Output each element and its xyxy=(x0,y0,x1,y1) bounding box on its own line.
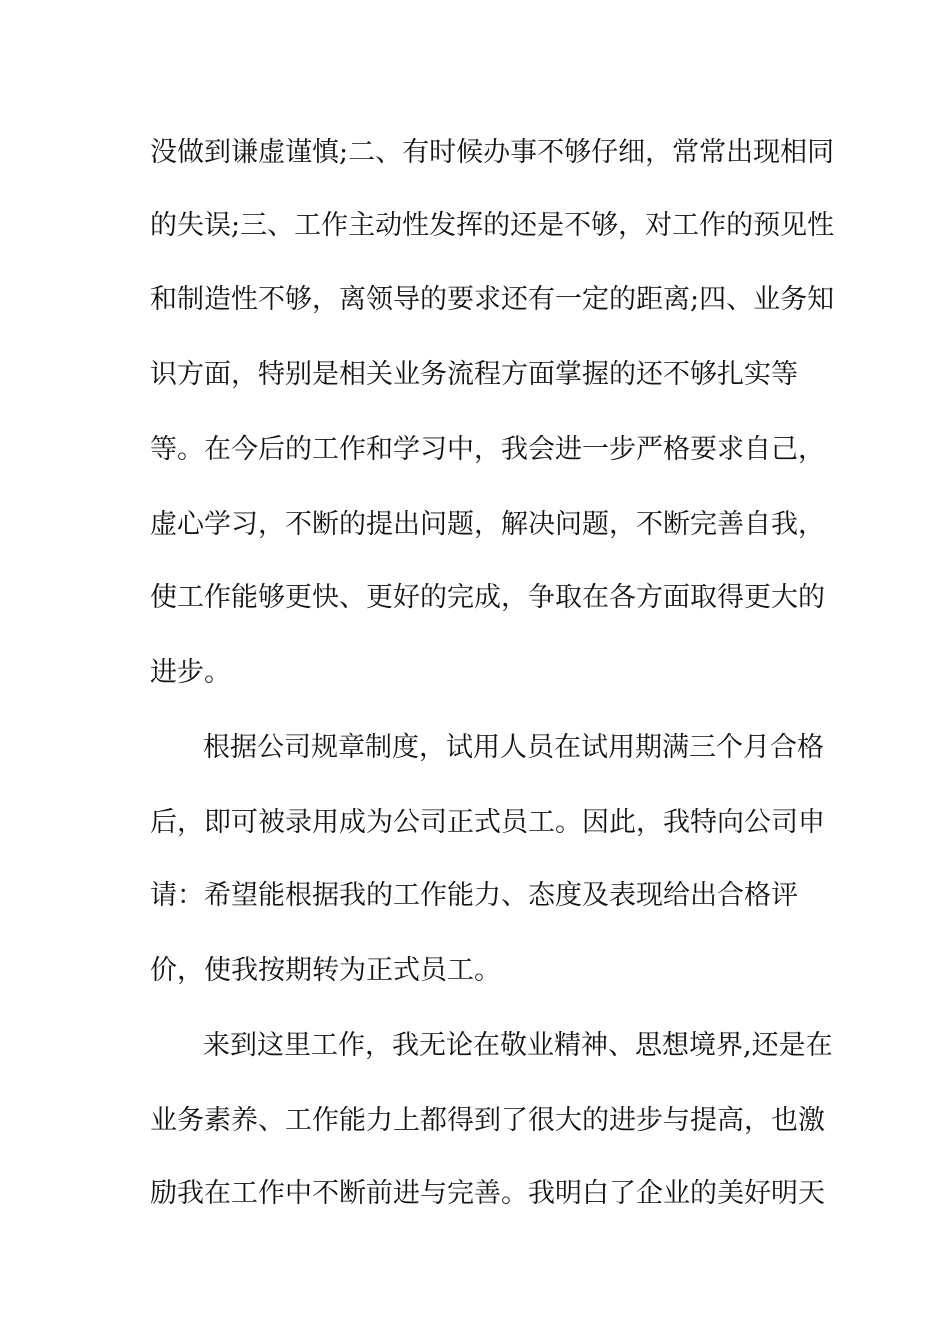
text-line: 的失误;三、工作主动性发挥的还是不够，对工作的预见性 xyxy=(150,210,835,241)
text-line: 和制造性不够，离领导的要求还有一定的距离;四、业务知 xyxy=(150,284,835,315)
text-line: 后，即可被录用成为公司正式员工。因此，我特向公司申 xyxy=(150,807,825,838)
text-line: 虚心学习，不断的提出问题，解决问题，不断完善自我， xyxy=(150,509,825,540)
text-line: 请：希望能根据我的工作能力、态度及表现给出合格评 xyxy=(150,880,798,911)
text-line: 识方面，特别是相关业务流程方面掌握的还不够扎实等 xyxy=(150,359,798,390)
text-line: 进步。 xyxy=(150,657,231,688)
text-line: 业务素养、工作能力上都得到了很大的进步与提高，也激 xyxy=(150,1105,825,1136)
text-line: 励我在工作中不断前进与完善。我明白了企业的美好明天 xyxy=(150,1178,825,1209)
paragraph-first-line: 根据公司规章制度，试用人员在试用期满三个月合格 xyxy=(203,732,824,763)
paragraph-first-line: 来到这里工作，我无论在敬业精神、思想境界,还是在 xyxy=(203,1030,833,1061)
text-line: 没做到谦虚谨慎;二、有时候办事不够仔细，常常出现相同 xyxy=(150,137,835,168)
text-line: 使工作能够更快、更好的完成，争取在各方面取得更大的 xyxy=(150,582,825,613)
text-line: 等。在今后的工作和学习中，我会进一步严格要求自己， xyxy=(150,434,825,465)
text-line: 价，使我按期转为正式员工。 xyxy=(150,955,501,986)
